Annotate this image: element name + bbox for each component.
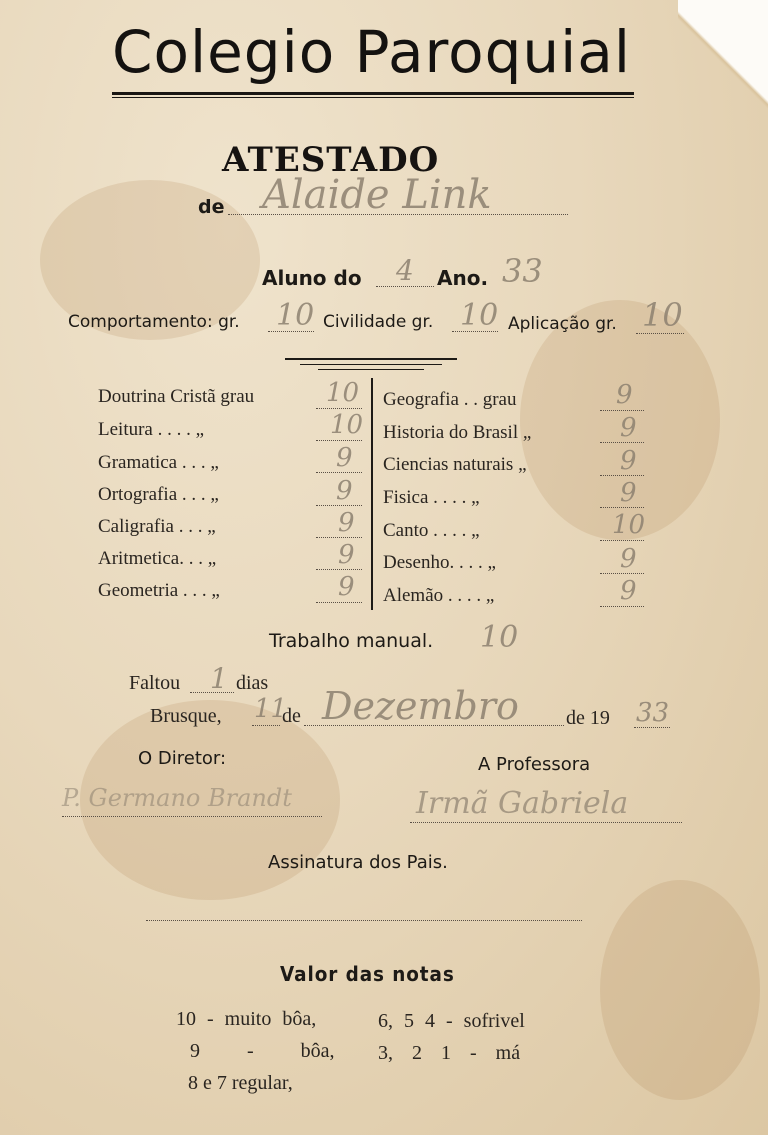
grade-key-line2-left: 9 - bôa, [190,1040,335,1062]
date-day: 11 [254,694,288,724]
paper-stain [600,880,760,1100]
student-name: Alaide Link [262,172,492,218]
teacher-signature-line [410,822,682,823]
subject-grade: 9 [620,413,637,443]
subject-grade: 9 [620,576,637,606]
subject-grade: 9 [620,544,637,574]
subject-label: Leitura . . . . „ [98,419,205,440]
subject-grade: 9 [620,478,637,508]
year-number: 4 [396,254,414,287]
teacher-label: A Professora [478,754,591,775]
ano-label: Ano. [437,266,489,290]
de-label: de [198,196,225,218]
subject-grade: 9 [338,572,355,602]
aplicacao-grade: 10 [642,296,683,334]
subject-grade: 9 [336,476,353,506]
subject-label: Ciencias naturais „ [383,454,527,475]
grade-dots [600,540,644,541]
subject-label: Historia do Brasil „ [383,422,532,443]
grade-key-line1-right: 6, 5 4 - sofrivel [378,1010,525,1032]
grade-key-line1-left: 10 - muito bôa, [176,1008,317,1030]
subject-label: Gramatica . . . „ [98,452,219,473]
ornament-rule [285,358,457,360]
subject-grade: 10 [326,378,360,408]
grade-key-line3: 8 e 7 regular, [188,1072,293,1094]
civilidade-label: Civilidade gr. [323,312,434,332]
subject-grade: 9 [620,446,637,476]
comportamento-label: Comportamento: gr. [68,312,240,332]
subject-grade: 10 [330,410,364,440]
faltou-label: Faltou [129,672,181,694]
teacher-signature: Irmã Gabriela [416,786,629,821]
manual-work-grade: 10 [480,620,519,655]
days-absent: 1 [210,662,228,695]
folded-corner [678,0,768,120]
date-de-label: de [282,705,301,727]
subject-grade: 9 [338,540,355,570]
subject-label: Geografia . . grau [383,389,517,410]
civilidade-grade: 10 [460,298,499,333]
title-rule-thin [112,97,634,98]
date-month: Dezembro [322,684,519,728]
grade-dots [316,602,362,603]
title-rule [112,92,634,95]
aluno-label: Aluno do [262,266,362,290]
subject-label: Canto . . . . „ [383,520,480,541]
ornament-rule [318,369,424,370]
subject-grade: 9 [338,508,355,538]
subject-grade: 9 [336,443,353,473]
subject-label: Fisica . . . . „ [383,487,480,508]
parents-signature-line [146,920,582,921]
grade-dots [316,440,362,441]
subject-label: Ortografia . . . „ [98,484,219,505]
grade-dots [316,408,362,409]
grade-key-line2-right: 3, 2 1 - má [378,1042,521,1064]
subject-label: Geometria . . . „ [98,580,220,601]
subject-label: Doutrina Cristã grau [98,386,255,407]
subject-grade: 10 [612,510,646,540]
aplicacao-label: Aplicação gr. [508,314,617,334]
dias-label: dias [236,672,269,694]
column-divider [371,378,373,610]
year-annotation: 33 [502,252,543,290]
grade-key-title: Valor das notas [280,962,455,986]
date-year-suffix: 33 [636,698,670,728]
place-label: Brusque, [150,705,222,727]
subject-label: Caligrafia . . . „ [98,516,216,537]
subject-grade: 9 [616,380,633,410]
comportamento-grade: 10 [276,298,315,333]
day-dots [252,725,280,726]
director-label: O Diretor: [138,748,227,769]
director-signature: P. Germano Brandt [62,784,292,812]
grade-dots [600,606,644,607]
subject-label: Alemão . . . . „ [383,585,495,606]
school-name: Colegio Paroquial [112,18,631,86]
parents-signature-label: Assinatura dos Pais. [268,852,448,873]
date-year-label: de 19 [566,707,610,729]
subject-label: Aritmetica. . . „ [98,548,217,569]
manual-work-label: Trabalho manual. [269,630,434,652]
director-signature-line [62,816,322,817]
document-title: ATESTADO [222,140,440,180]
ornament-rule [300,364,442,365]
grade-dots [600,410,644,411]
subject-label: Desenho. . . . „ [383,552,496,573]
